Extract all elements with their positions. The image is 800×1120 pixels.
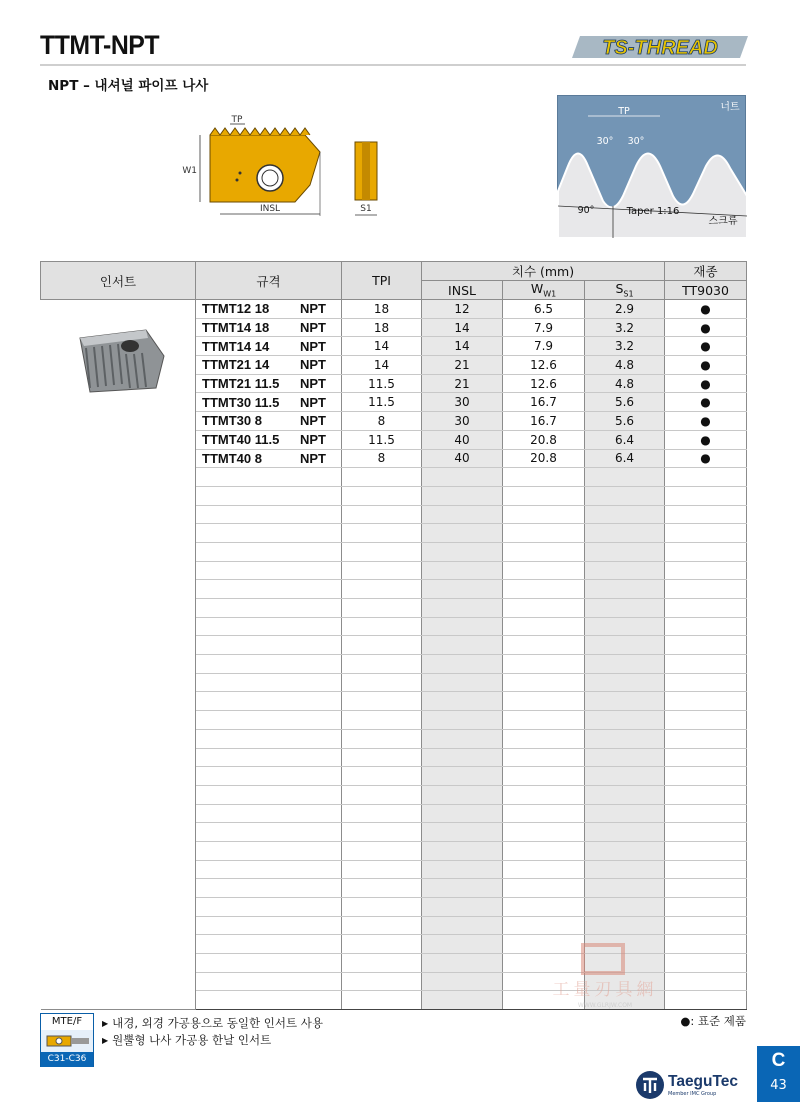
spec-cell xyxy=(196,935,342,954)
w1-cell xyxy=(503,860,585,879)
tpi-cell xyxy=(342,542,422,561)
s1-cell xyxy=(585,561,665,580)
spec-cell xyxy=(196,412,342,431)
insl-cell xyxy=(422,655,503,674)
page-title: TTMT-NPT xyxy=(40,30,160,60)
insl-cell: 30 xyxy=(422,412,503,431)
grade-tt9030-cell xyxy=(665,599,747,618)
logo-tagline: Member IMC Group xyxy=(668,1091,717,1097)
s1-cell: 2.9 xyxy=(585,300,665,319)
tpi-cell xyxy=(342,898,422,917)
grade-tt9030-cell: ● xyxy=(665,449,747,468)
tpi-cell xyxy=(342,767,422,786)
s1-cell xyxy=(585,711,665,730)
w1-cell xyxy=(503,729,585,748)
w1-cell xyxy=(503,748,585,767)
label-tp: TP xyxy=(231,115,243,125)
insl-cell: 21 xyxy=(422,374,503,393)
spec-cell xyxy=(196,729,342,748)
insl-cell: 40 xyxy=(422,430,503,449)
insert-photo xyxy=(68,318,168,398)
tpi-cell xyxy=(342,692,422,711)
model-code: TTMT21 11.5 xyxy=(202,376,280,392)
grade-tt9030-cell xyxy=(665,972,747,991)
tpi-cell xyxy=(342,711,422,730)
note-text: 원뿔형 나사 가공용 한날 인서트 xyxy=(112,1033,272,1047)
s1-cell xyxy=(585,673,665,692)
grade-tt9030-cell xyxy=(665,673,747,692)
insl-cell xyxy=(422,636,503,655)
tpi-cell: 14 xyxy=(342,337,422,356)
grade-tt9030-cell: ● xyxy=(665,412,747,431)
w1-cell: 7.9 xyxy=(503,337,585,356)
insl-cell xyxy=(422,542,503,561)
w1-cell xyxy=(503,524,585,543)
tpi-cell xyxy=(342,468,422,487)
grade-tt9030-cell xyxy=(665,505,747,524)
spec-cell xyxy=(196,561,342,580)
tpi-cell xyxy=(342,561,422,580)
w1-cell xyxy=(503,841,585,860)
grade-tt9030-cell xyxy=(665,711,747,730)
tpi-cell xyxy=(342,636,422,655)
spec-cell xyxy=(196,524,342,543)
grade-tt9030-cell xyxy=(665,468,747,487)
s1-cell xyxy=(585,524,665,543)
insl-cell xyxy=(422,785,503,804)
right-angle-label: 90° xyxy=(577,205,595,216)
s1-cell xyxy=(585,636,665,655)
grade-tt9030-cell: ● xyxy=(665,374,747,393)
w1-cell: 20.8 xyxy=(503,449,585,468)
tpi-cell: 11.5 xyxy=(342,393,422,412)
insl-cell xyxy=(422,860,503,879)
grade-tt9030-cell xyxy=(665,561,747,580)
spec-cell xyxy=(196,505,342,524)
grade-tt9030-cell xyxy=(665,580,747,599)
w1-cell: 7.9 xyxy=(503,318,585,337)
spec-cell xyxy=(196,486,342,505)
spec-cell xyxy=(196,599,342,618)
tpi-cell xyxy=(342,673,422,692)
s1-cell: 6.4 xyxy=(585,430,665,449)
grade-tt9030-cell xyxy=(665,729,747,748)
spec-cell xyxy=(196,430,342,449)
s1-cell xyxy=(585,767,665,786)
mte-f-reference-box[interactable] xyxy=(40,1013,94,1067)
tpi-cell xyxy=(342,729,422,748)
insl-cell: 14 xyxy=(422,318,503,337)
thread-type: NPT xyxy=(300,376,326,392)
thread-type: NPT xyxy=(300,432,326,448)
thread-profile-panel xyxy=(557,95,746,237)
insert-image xyxy=(41,300,196,1010)
spec-cell xyxy=(196,748,342,767)
header-w1: $W_{W1}$ xyxy=(503,281,585,300)
model-code: TTMT40 8 xyxy=(202,450,262,466)
tpi-cell: 18 xyxy=(342,300,422,319)
taegutec-mark-icon xyxy=(636,1071,664,1099)
label-w1: W1 xyxy=(182,166,197,176)
model-code: TTMT12 18 xyxy=(202,301,270,317)
spec-cell xyxy=(196,468,342,487)
tpi-cell xyxy=(342,954,422,973)
w1-cell xyxy=(503,785,585,804)
spec-cell xyxy=(196,580,342,599)
spec-cell xyxy=(196,356,342,375)
ref-pages: C31-C36 xyxy=(41,1052,93,1067)
watermark-url: WWW.GLRJW.COM xyxy=(577,1002,633,1009)
insl-cell xyxy=(422,617,503,636)
s1-cell xyxy=(585,617,665,636)
insl-cell xyxy=(422,748,503,767)
tpi-cell xyxy=(342,486,422,505)
s1-cell: 5.6 xyxy=(585,393,665,412)
thread-type: NPT xyxy=(300,320,326,336)
spec-cell xyxy=(196,860,342,879)
tpi-cell xyxy=(342,991,422,1010)
s1-cell: 5.6 xyxy=(585,412,665,431)
spec-cell xyxy=(196,804,342,823)
grade-tt9030-cell: ● xyxy=(665,430,747,449)
w1-cell xyxy=(503,673,585,692)
insl-cell xyxy=(422,804,503,823)
s1-cell: 4.8 xyxy=(585,374,665,393)
tpi-cell xyxy=(342,617,422,636)
grade-tt9030-cell xyxy=(665,823,747,842)
section-page-tab[interactable] xyxy=(757,1046,800,1102)
s1-cell xyxy=(585,486,665,505)
w1-cell xyxy=(503,655,585,674)
insl-cell xyxy=(422,729,503,748)
s1-cell: 3.2 xyxy=(585,337,665,356)
spec-cell xyxy=(196,841,342,860)
spec-cell xyxy=(196,898,342,917)
spec-cell xyxy=(196,617,342,636)
logo-name: TaeguTec xyxy=(668,1073,739,1090)
thread-type: NPT xyxy=(300,413,326,429)
spec-cell xyxy=(196,823,342,842)
w1-cell xyxy=(503,468,585,487)
insl-cell xyxy=(422,561,503,580)
insl-cell xyxy=(422,580,503,599)
insl-cell xyxy=(422,991,503,1010)
tpi-cell: 18 xyxy=(342,318,422,337)
label-insl: INSL xyxy=(259,204,281,214)
grade-tt9030-cell: ● xyxy=(665,337,747,356)
s1-cell xyxy=(585,692,665,711)
tpi-cell: 8 xyxy=(342,449,422,468)
insl-cell: 30 xyxy=(422,393,503,412)
w1-cell xyxy=(503,542,585,561)
spec-cell xyxy=(196,785,342,804)
w1-cell xyxy=(503,561,585,580)
header-dimensions: 치수 (mm) xyxy=(422,262,665,281)
grade-tt9030-cell xyxy=(665,767,747,786)
spec-cell xyxy=(196,673,342,692)
grade-tt9030-cell xyxy=(665,785,747,804)
grade-tt9030-cell xyxy=(665,916,747,935)
w1-cell: 12.6 xyxy=(503,356,585,375)
s1-cell xyxy=(585,785,665,804)
model-code: TTMT30 11.5 xyxy=(202,394,280,410)
w1-cell xyxy=(503,879,585,898)
w1-cell xyxy=(503,636,585,655)
grade-tt9030-cell: ● xyxy=(665,300,747,319)
spec-cell xyxy=(196,636,342,655)
grade-tt9030-cell: ● xyxy=(665,393,747,412)
ts-thread-logo xyxy=(572,32,748,62)
thread-profile-diagram xyxy=(558,96,747,238)
insl-cell xyxy=(422,486,503,505)
w1-cell xyxy=(503,916,585,935)
header-insl: INSL xyxy=(422,281,503,300)
spec-cell xyxy=(196,449,342,468)
tpi-cell xyxy=(342,524,422,543)
s1-cell xyxy=(585,804,665,823)
grade-tt9030-cell xyxy=(665,860,747,879)
insl-cell xyxy=(422,692,503,711)
nut-label: 너트 xyxy=(720,102,740,113)
standard-legend: ●: 표준 제품 xyxy=(680,1014,746,1028)
thread-type: NPT xyxy=(300,338,326,354)
insl-cell xyxy=(422,823,503,842)
holder-icon xyxy=(41,1030,93,1052)
spec-cell xyxy=(196,300,342,319)
w1-cell xyxy=(503,617,585,636)
s1-cell xyxy=(585,599,665,618)
tpi-cell: 14 xyxy=(342,356,422,375)
page-number: 43 xyxy=(770,1078,787,1093)
watermark xyxy=(535,940,675,1010)
grade-tt9030-cell xyxy=(665,748,747,767)
w1-cell xyxy=(503,898,585,917)
grade-tt9030-cell xyxy=(665,804,747,823)
grade-tt9030-cell xyxy=(665,692,747,711)
table-row xyxy=(41,300,747,319)
tpi-cell xyxy=(342,804,422,823)
note-item xyxy=(102,1032,271,1048)
tpi-cell xyxy=(342,879,422,898)
tpi-cell xyxy=(342,748,422,767)
header-tpi: TPI xyxy=(342,262,422,300)
tpi-cell: 11.5 xyxy=(342,374,422,393)
insl-cell xyxy=(422,468,503,487)
header-grade-code: TT9030 xyxy=(665,281,747,300)
triangle-bullet-icon: ▶ xyxy=(102,1036,109,1045)
w1-cell xyxy=(503,692,585,711)
insl-cell: 12 xyxy=(422,300,503,319)
w1-cell xyxy=(503,486,585,505)
insl-cell: 14 xyxy=(422,337,503,356)
insert-dimension-diagram xyxy=(182,110,345,220)
insl-cell xyxy=(422,898,503,917)
w1-cell xyxy=(503,505,585,524)
s1-cell xyxy=(585,542,665,561)
s1-cell xyxy=(585,729,665,748)
watermark-text: 工量刃具網 xyxy=(552,980,658,1000)
spec-cell xyxy=(196,542,342,561)
spec-cell xyxy=(196,318,342,337)
grade-tt9030-cell xyxy=(665,617,747,636)
grade-tt9030-cell xyxy=(665,841,747,860)
label-s1: S1 xyxy=(360,204,372,214)
grade-tt9030-cell xyxy=(665,486,747,505)
tpi-cell xyxy=(342,599,422,618)
s1-cell: 4.8 xyxy=(585,356,665,375)
insl-cell xyxy=(422,841,503,860)
thread-type: NPT xyxy=(300,450,326,466)
insl-cell xyxy=(422,711,503,730)
spec-cell xyxy=(196,393,342,412)
insl-cell xyxy=(422,935,503,954)
tpi-cell xyxy=(342,860,422,879)
header-s1: $S_{S1}$ xyxy=(585,281,665,300)
tpi-cell: 8 xyxy=(342,412,422,431)
insert-spec-table xyxy=(40,261,747,1010)
title-divider xyxy=(40,64,746,66)
insl-cell xyxy=(422,879,503,898)
note-text: 내경, 외경 가공용으로 동일한 인서트 사용 xyxy=(112,1016,323,1030)
taper-label: Taper 1:16 xyxy=(626,206,680,217)
spec-cell xyxy=(196,655,342,674)
s1-cell xyxy=(585,468,665,487)
w1-cell xyxy=(503,804,585,823)
spec-cell xyxy=(196,916,342,935)
tp-label: TP xyxy=(618,106,630,117)
screw-label: 스크류 xyxy=(708,216,738,227)
tpi-cell xyxy=(342,580,422,599)
s1-cell: 3.2 xyxy=(585,318,665,337)
section-letter: C xyxy=(771,1050,786,1071)
grade-tt9030-cell xyxy=(665,935,747,954)
w1-cell xyxy=(503,823,585,842)
s1-cell xyxy=(585,655,665,674)
insl-cell: 40 xyxy=(422,449,503,468)
s1-cell xyxy=(585,748,665,767)
thread-type: NPT xyxy=(300,394,326,410)
angle-left-label: 30° xyxy=(596,136,614,147)
spec-cell xyxy=(196,767,342,786)
s1-cell xyxy=(585,898,665,917)
w1-cell: 20.8 xyxy=(503,430,585,449)
header-grade: 재종 xyxy=(665,262,747,281)
w1-cell xyxy=(503,599,585,618)
tpi-cell xyxy=(342,841,422,860)
spec-cell xyxy=(196,692,342,711)
insl-cell xyxy=(422,954,503,973)
model-code: TTMT21 14 xyxy=(202,357,270,373)
w1-cell: 16.7 xyxy=(503,393,585,412)
w1-cell: 6.5 xyxy=(503,300,585,319)
w1-cell xyxy=(503,580,585,599)
grade-tt9030-cell xyxy=(665,542,747,561)
insl-cell xyxy=(422,767,503,786)
grade-tt9030-cell xyxy=(665,991,747,1010)
tpi-cell xyxy=(342,935,422,954)
tpi-cell xyxy=(342,972,422,991)
spec-cell xyxy=(196,972,342,991)
insl-cell xyxy=(422,972,503,991)
brand-text: TS-THREAD xyxy=(602,37,718,59)
thread-type: NPT xyxy=(300,301,326,317)
s1-cell xyxy=(585,916,665,935)
ref-label: MTE/F xyxy=(51,1016,83,1027)
grade-tt9030-cell xyxy=(665,655,747,674)
triangle-bullet-icon: ▶ xyxy=(102,1019,109,1028)
insl-cell xyxy=(422,505,503,524)
tpi-cell xyxy=(342,655,422,674)
spec-cell xyxy=(196,711,342,730)
grade-tt9030-cell: ● xyxy=(665,318,747,337)
grade-tt9030-cell xyxy=(665,898,747,917)
header-insert: 인서트 xyxy=(41,262,196,300)
s1-cell: 6.4 xyxy=(585,449,665,468)
spec-cell xyxy=(196,954,342,973)
tpi-cell xyxy=(342,785,422,804)
taegutec-logo xyxy=(636,1070,738,1100)
w1-cell xyxy=(503,711,585,730)
spec-cell xyxy=(196,879,342,898)
tpi-cell: 11.5 xyxy=(342,430,422,449)
grade-tt9030-cell: ● xyxy=(665,356,747,375)
grade-tt9030-cell xyxy=(665,879,747,898)
model-code: TTMT30 8 xyxy=(202,413,262,429)
tpi-cell xyxy=(342,505,422,524)
insl-cell: 21 xyxy=(422,356,503,375)
w1-cell xyxy=(503,767,585,786)
s1-cell xyxy=(585,580,665,599)
insert-side-diagram xyxy=(345,130,390,220)
page-subtitle: NPT – 내셔널 파이프 나사 xyxy=(48,78,209,94)
w1-cell: 16.7 xyxy=(503,412,585,431)
s1-cell xyxy=(585,879,665,898)
model-code: TTMT40 11.5 xyxy=(202,432,280,448)
grade-tt9030-cell xyxy=(665,954,747,973)
thread-type: NPT xyxy=(300,357,326,373)
tpi-cell xyxy=(342,916,422,935)
insl-cell xyxy=(422,916,503,935)
spec-cell xyxy=(196,991,342,1010)
s1-cell xyxy=(585,841,665,860)
grade-tt9030-cell xyxy=(665,636,747,655)
insl-cell xyxy=(422,599,503,618)
spec-cell xyxy=(196,337,342,356)
s1-cell xyxy=(585,505,665,524)
header-spec: 규격 xyxy=(196,262,342,300)
model-code: TTMT14 14 xyxy=(202,338,270,354)
tpi-cell xyxy=(342,823,422,842)
w1-cell: 12.6 xyxy=(503,374,585,393)
s1-cell xyxy=(585,823,665,842)
insl-cell xyxy=(422,673,503,692)
grade-tt9030-cell xyxy=(665,524,747,543)
model-code: TTMT14 18 xyxy=(202,320,270,336)
note-item xyxy=(102,1015,323,1031)
s1-cell xyxy=(585,860,665,879)
spec-cell xyxy=(196,374,342,393)
insl-cell xyxy=(422,524,503,543)
angle-right-label: 30° xyxy=(627,136,645,147)
